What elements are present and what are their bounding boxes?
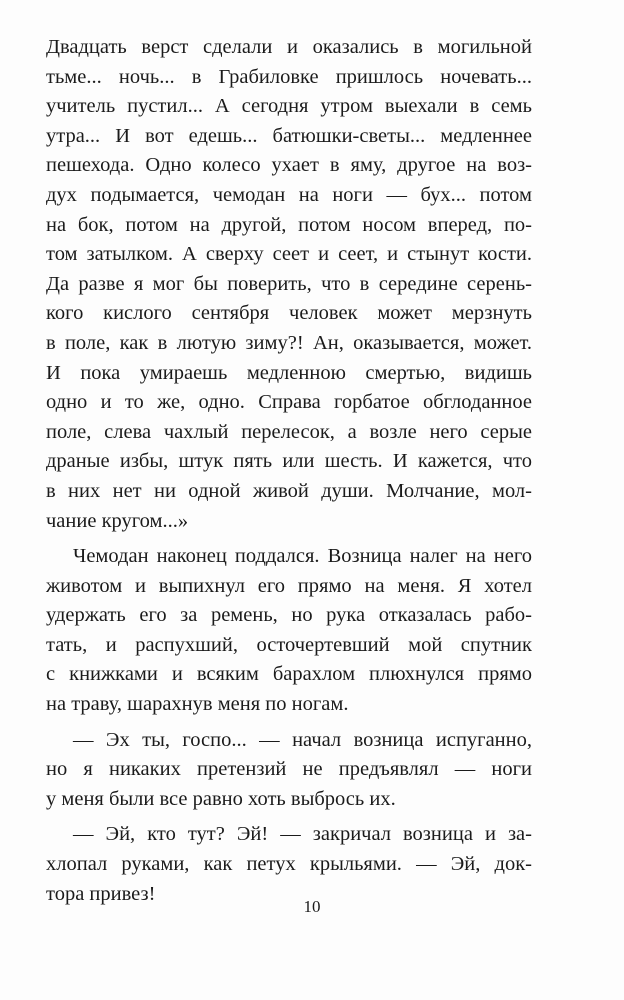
- text-line: хлопал руками, как петух крыльями. — Эй, док-: [46, 853, 532, 876]
- text-line: тора привез!: [46, 882, 156, 905]
- text-line: — Эх ты, госпо... — начал возница испуганно,: [73, 728, 532, 751]
- text-line: утра... И вот едешь... батюшки-светы... медленнее: [46, 124, 532, 147]
- paragraph: [46, 542, 532, 720]
- body-text: [46, 33, 532, 909]
- text-line: на траву, шарахнув меня по ногам.: [46, 693, 349, 716]
- paragraph: [46, 820, 532, 909]
- text-line: чание кругом...»: [46, 509, 189, 532]
- text-line: животом и выпихнул его прямо на меня. Я хотел: [46, 574, 532, 597]
- text-line: — Эй, кто тут? Эй! — закричал возница и за-: [73, 823, 532, 846]
- text-line: удержать его за ремень, но рука отказалась рабо-: [46, 604, 532, 627]
- text-line: И пока умираешь медленною смертью, видишь: [46, 361, 532, 384]
- text-line: кого кислого сентября человек может мерзнуть: [46, 302, 532, 325]
- text-line: пешехода. Одно колесо ухает в яму, другое на воз-: [46, 154, 532, 177]
- text-line: драные избы, штук пять или шесть. И кажется, что: [46, 450, 532, 473]
- text-line: но я никаких претензий не предъявлял — ноги: [46, 758, 532, 781]
- text-line: тать, и распухший, осточертевший мой спутник: [46, 633, 532, 656]
- paragraph: [46, 33, 532, 536]
- text-line: Чемодан наконец поддался. Возница налег на него: [73, 545, 532, 568]
- text-line: с книжками и всяким барахлом плюхнулся прямо: [46, 663, 532, 686]
- paragraph: [46, 726, 532, 815]
- text-line: учитель пустил... А сегодня утром выехали в семь: [46, 95, 532, 118]
- text-line: поле, слева чахлый перелесок, а возле него серые: [46, 420, 532, 443]
- page-number: 10: [303, 897, 321, 916]
- text-line: дух подымается, чемодан на ноги — бух... потом: [46, 183, 532, 206]
- text-line: у меня были все равно хоть выбрось их.: [46, 787, 396, 810]
- text-line: Да разве я мог бы поверить, что в середине серень-: [46, 272, 532, 295]
- text-line: одно и то же, одно. Справа горбатое обглоданное: [46, 391, 532, 414]
- text-line: в них нет ни одной живой души. Молчание, мол-: [46, 479, 532, 502]
- text-line: тьме... ночь... в Грабиловке пришлось ночевать...: [46, 65, 532, 88]
- text-line: том затылком. А сверху сеет и сеет, и стынут кости.: [46, 243, 532, 266]
- text-line: Двадцать верст сделали и оказались в могильной: [46, 36, 532, 58]
- text-line: в поле, как в лютую зиму?! Ан, оказывается, может.: [46, 331, 532, 354]
- text-line: на бок, потом на другой, потом носом вперед, по-: [46, 213, 532, 236]
